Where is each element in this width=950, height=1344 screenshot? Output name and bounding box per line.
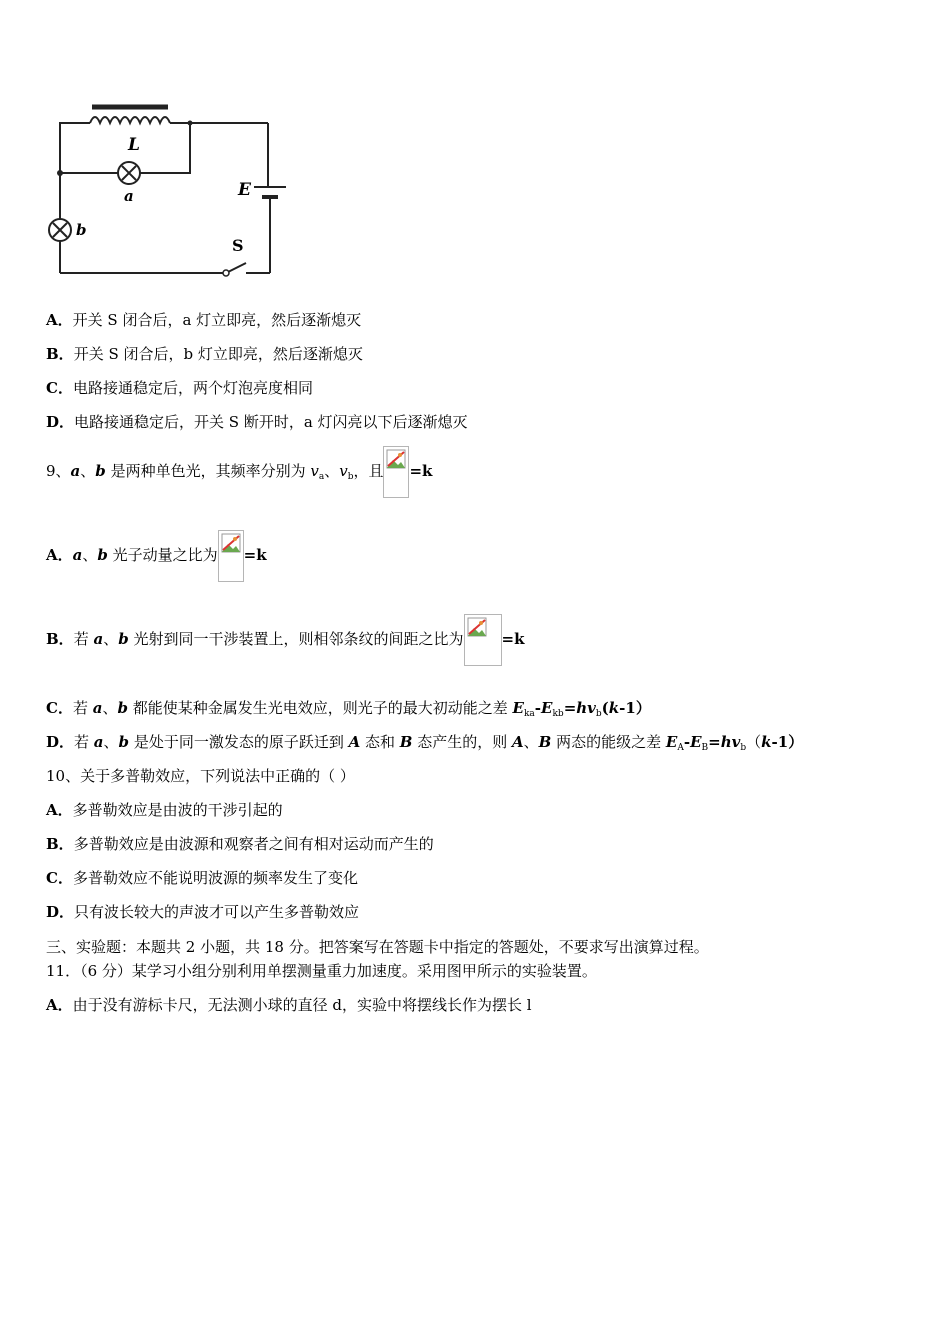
q11-stem: 11．（6 分）某学习小组分别利用单摆测量重力加速度。采用图甲所示的实验装置。 <box>46 962 597 980</box>
q10-option-b: B．多普勒效应是由波源和观察者之间有相对运动而产生的 <box>46 835 434 853</box>
q8-option-d: D．电路接通稳定后，开关 S 断开时，a 灯闪亮以下后逐渐熄灭 <box>46 413 468 431</box>
broken-image-icon <box>464 614 502 666</box>
q9-stem: 9、a、b 是两种单色光，其频率分别为 $v_a$、$v_b$，且 =k <box>46 444 432 500</box>
broken-image-icon <box>218 530 244 582</box>
q9-option-a: A．a、b 光子动量之比为 =k <box>46 528 267 584</box>
label-L: L <box>128 135 140 155</box>
label-b: b <box>76 221 87 239</box>
inductor-coil <box>90 117 170 123</box>
broken-image-icon <box>383 446 409 498</box>
q8-option-c: C．电路接通稳定后，两个灯泡亮度相同 <box>46 379 313 397</box>
label-E: E <box>238 180 251 200</box>
q8-option-b: B．开关 S 闭合后，b 灯立即亮，然后逐渐熄灭 <box>46 345 363 363</box>
label-a: a <box>124 187 134 205</box>
q9-option-c: C．若 a、b 都能使某种金属发生光电效应，则光子的最大初动能之差 $E_{ka}-E_{kb}=hv_b(k-1)$ <box>46 699 651 719</box>
q9-option-b: B．若 a、b 光射到同一干涉装置上，则相邻条纹的间距之比为 =k <box>46 612 524 668</box>
circuit-diagram <box>40 95 300 285</box>
q10-option-c: C．多普勒效应不能说明波源的频率发生了变化 <box>46 869 358 887</box>
q10-option-a: A．多普勒效应是由波的干涉引起的 <box>46 801 283 819</box>
section-heading: 三、实验题：本题共 2 小题，共 18 分。把答案写在答题卡中指定的答题处，不要求写出演算过程。 <box>46 938 709 956</box>
label-S: S <box>232 236 244 255</box>
q9-option-d: D．若 a、b 是处于同一激发态的原子跃迁到 A 态和 B 态产生的，则 A、B 两态的能级之差 $E_A-E_B=hv_b(k-1)$ <box>46 733 804 753</box>
q11-option-a: A．由于没有游标卡尺，无法测小球的直径 d，实验中将摆线长作为摆长 l <box>46 996 532 1014</box>
q10-option-d: D．只有波长较大的声波才可以产生多普勒效应 <box>46 903 360 921</box>
q10-title: 10、关于多普勒效应，下列说法中正确的（ ） <box>46 767 355 785</box>
q8-option-a: A．开关 S 闭合后，a 灯立即亮，然后逐渐熄灭 <box>46 311 362 329</box>
